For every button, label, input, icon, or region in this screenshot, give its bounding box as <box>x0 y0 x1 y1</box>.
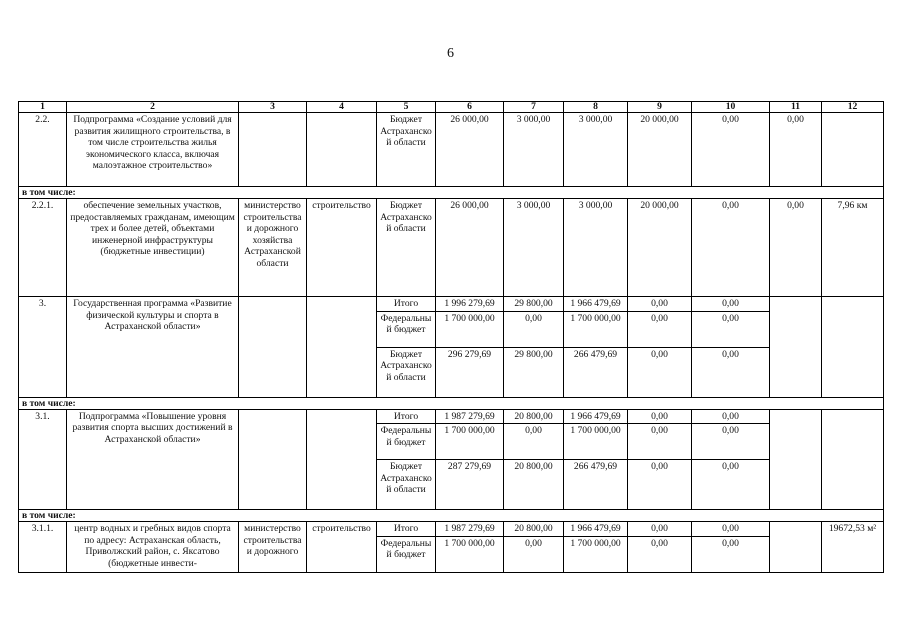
row-year-value: 20 800,00 <box>504 460 564 510</box>
table-row <box>19 297 884 312</box>
row-year-value: 0,00 <box>692 536 770 572</box>
row-year-value <box>770 409 822 510</box>
col-header: 5 <box>377 102 436 113</box>
row-executor <box>239 409 307 510</box>
row-name: центр водных и гребных видов спорта по адресу: Астраханская область, Приволжский район, с. Яксатово (бюджетные инвести- <box>67 522 239 573</box>
note-label: в том числе: <box>19 397 884 409</box>
row-year-value: 0,00 <box>628 297 692 312</box>
row-name: Подпрограмма «Повышение уровня развития спорта высших достижений в Астраханской области» <box>67 409 239 510</box>
row-source: Итого <box>377 522 436 537</box>
row-year-value: 0,00 <box>628 460 692 510</box>
row-year-value: 20 000,00 <box>628 113 692 187</box>
row-indicator: 7,96 км <box>822 199 884 297</box>
row-executor: министерство строительства и дорожного <box>239 522 307 573</box>
row-source: Федеральный бюджет <box>377 311 436 347</box>
col-header: 8 <box>564 102 628 113</box>
row-year-value: 20 800,00 <box>504 522 564 537</box>
col-header: 3 <box>239 102 307 113</box>
row-code: 2.2. <box>19 113 67 187</box>
row-name: обеспечение земельных участков, предоставляемых гражданам, имеющим трех и более детей, объектами инженерной инфраструктуры (бюджетные инвестиции) <box>67 199 239 297</box>
row-year-value: 0,00 <box>628 409 692 424</box>
row-year-value: 3 000,00 <box>564 113 628 187</box>
row-year-value: 1 966 479,69 <box>564 409 628 424</box>
row-total: 1 700 000,00 <box>436 424 504 460</box>
row-indicator <box>822 409 884 510</box>
row-year-value: 0,00 <box>504 311 564 347</box>
col-header: 6 <box>436 102 504 113</box>
row-year-value: 0,00 <box>628 311 692 347</box>
col-header: 11 <box>770 102 822 113</box>
row-year-value: 0,00 <box>692 424 770 460</box>
row-year-value: 0,00 <box>628 536 692 572</box>
row-year-value: 29 800,00 <box>504 297 564 312</box>
row-total: 1 987 279,69 <box>436 522 504 537</box>
page-number: 6 <box>447 46 454 61</box>
col-header: 7 <box>504 102 564 113</box>
row-name: Государственная программа «Развитие физической культуры и спорта в Астраханской области» <box>67 297 239 398</box>
table-row <box>19 113 884 187</box>
row-year-value: 1 700 000,00 <box>564 536 628 572</box>
row-source: Федеральный бюджет <box>377 424 436 460</box>
row-year-value: 0,00 <box>692 311 770 347</box>
row-code: 3.1. <box>19 409 67 510</box>
col-header: 12 <box>822 102 884 113</box>
row-name: Подпрограмма «Создание условий для развития жилищного строительства, в том числе строительства жилья экономического класса, включая малоэтажное строительство» <box>67 113 239 187</box>
row-source: Бюджет Астраханской области <box>377 347 436 397</box>
row-year-value: 1 700 000,00 <box>564 424 628 460</box>
row-year-value: 0,00 <box>692 347 770 397</box>
note-row <box>19 187 884 199</box>
header-row <box>19 102 884 113</box>
row-executor <box>239 113 307 187</box>
note-label: в том числе: <box>19 187 884 199</box>
row-year-value: 3 000,00 <box>504 113 564 187</box>
row-total: 1 700 000,00 <box>436 536 504 572</box>
row-source: Бюджет Астраханской области <box>377 199 436 297</box>
row-year-value: 3 000,00 <box>504 199 564 297</box>
row-direction <box>307 297 377 398</box>
note-row <box>19 397 884 409</box>
col-header: 2 <box>67 102 239 113</box>
row-year-value: 0,00 <box>504 536 564 572</box>
row-year-value: 266 479,69 <box>564 460 628 510</box>
row-year-value: 20 800,00 <box>504 409 564 424</box>
col-header: 1 <box>19 102 67 113</box>
row-direction: строительство <box>307 522 377 573</box>
row-year-value <box>770 297 822 398</box>
row-year-value: 0,00 <box>692 409 770 424</box>
note-row <box>19 510 884 522</box>
row-year-value: 1 966 479,69 <box>564 522 628 537</box>
row-year-value: 0,00 <box>770 199 822 297</box>
row-year-value: 266 479,69 <box>564 347 628 397</box>
row-total: 1 996 279,69 <box>436 297 504 312</box>
row-total: 26 000,00 <box>436 199 504 297</box>
row-year-value: 0,00 <box>692 460 770 510</box>
row-source: Бюджет Астраханской области <box>377 460 436 510</box>
row-source: Бюджет Астраханской области <box>377 113 436 187</box>
row-year-value: 29 800,00 <box>504 347 564 397</box>
row-indicator <box>822 113 884 187</box>
row-total: 26 000,00 <box>436 113 504 187</box>
row-direction <box>307 113 377 187</box>
row-code: 3.1.1. <box>19 522 67 573</box>
row-year-value: 3 000,00 <box>564 199 628 297</box>
col-header: 10 <box>692 102 770 113</box>
row-total: 296 279,69 <box>436 347 504 397</box>
row-code: 3. <box>19 297 67 398</box>
table-row <box>19 199 884 297</box>
row-total: 1 987 279,69 <box>436 409 504 424</box>
row-executor <box>239 297 307 398</box>
row-year-value <box>770 522 822 573</box>
col-header: 4 <box>307 102 377 113</box>
row-year-value: 0,00 <box>504 424 564 460</box>
row-year-value: 0,00 <box>628 347 692 397</box>
row-year-value: 0,00 <box>692 297 770 312</box>
budget-table <box>18 101 884 573</box>
row-total: 287 279,69 <box>436 460 504 510</box>
row-direction <box>307 409 377 510</box>
row-year-value: 20 000,00 <box>628 199 692 297</box>
row-indicator: 19672,53 м² <box>822 522 884 573</box>
table-row <box>19 522 884 537</box>
row-year-value: 0,00 <box>692 113 770 187</box>
row-year-value: 1 700 000,00 <box>564 311 628 347</box>
row-direction: строительство <box>307 199 377 297</box>
row-year-value: 0,00 <box>692 199 770 297</box>
row-year-value: 0,00 <box>628 424 692 460</box>
row-year-value: 0,00 <box>770 113 822 187</box>
row-source: Итого <box>377 409 436 424</box>
col-header: 9 <box>628 102 692 113</box>
row-year-value: 0,00 <box>628 522 692 537</box>
table-row <box>19 409 884 424</box>
row-code: 2.2.1. <box>19 199 67 297</box>
row-executor: министерство строительства и дорожного хозяйства Астраханской области <box>239 199 307 297</box>
row-year-value: 1 966 479,69 <box>564 297 628 312</box>
note-label: в том числе: <box>19 510 884 522</box>
row-year-value: 0,00 <box>692 522 770 537</box>
row-source: Итого <box>377 297 436 312</box>
row-total: 1 700 000,00 <box>436 311 504 347</box>
row-source: Федеральный бюджет <box>377 536 436 572</box>
row-indicator <box>822 297 884 398</box>
